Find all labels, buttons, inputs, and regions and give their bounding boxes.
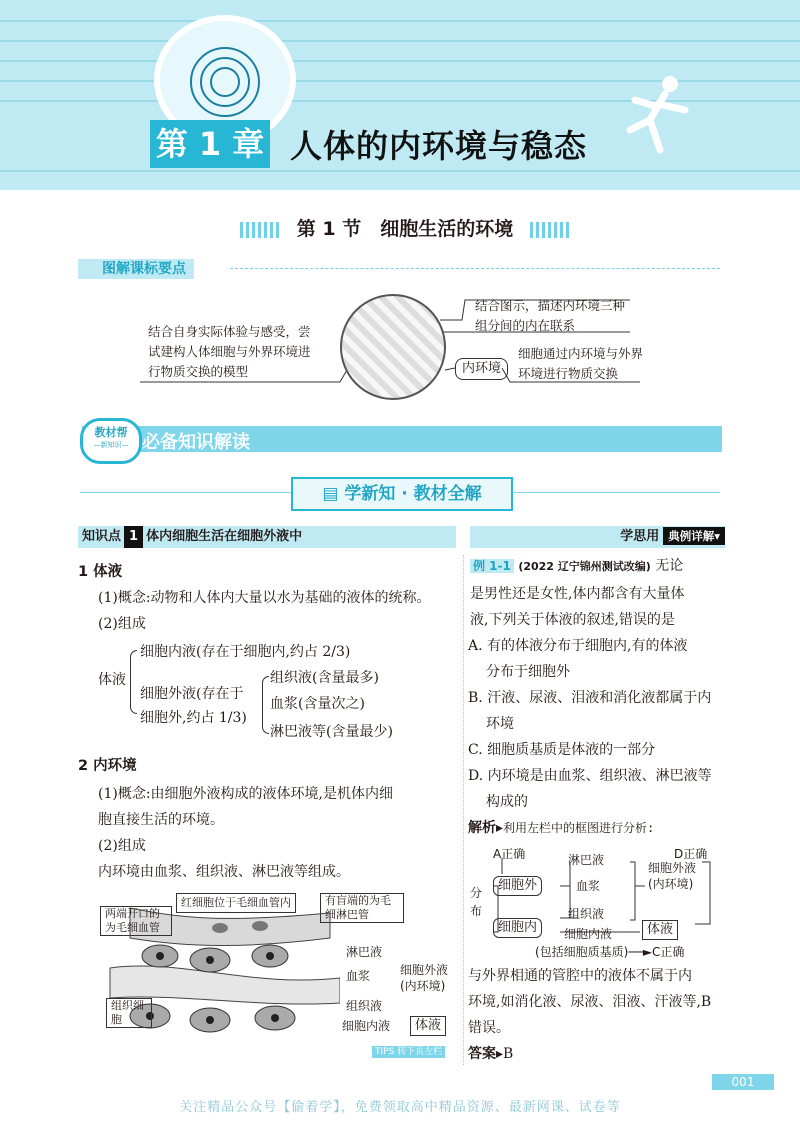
option-b-2: 环境 (486, 716, 514, 732)
chapter-banner (0, 0, 800, 190)
k1-tissue: 组织液(含量最多) (270, 670, 379, 686)
answer-label: 答案 (468, 1046, 496, 1062)
k1-composition: (2)组成 (98, 616, 146, 632)
analysis-arrow-icon: ▸ (496, 820, 504, 836)
option-d-2: 构成的 (486, 794, 528, 810)
diag-plasma: 血浆 (576, 879, 601, 893)
analysis-text: 利用左栏中的框图进行分析: (503, 821, 655, 835)
keypoints-right-bottom: 细胞通过内环境与外界环境进行物质交换 (518, 346, 644, 381)
diag-d: D正确 (674, 847, 708, 861)
answer-value: B (503, 1046, 514, 1062)
diag-inside: 细胞内 (493, 918, 542, 938)
label-lymph: 淋巴液 (346, 945, 383, 959)
chapter-label: 第 1 章 (150, 120, 270, 168)
tissue-micrograph (340, 294, 446, 400)
analysis-tail-b: 环境,如消化液、尿液、泪液、汗液等,B (468, 994, 712, 1010)
kp-prefix: 知识点 (82, 529, 122, 544)
k2-heading: 2 内环境 (78, 758, 137, 774)
k1-extra-b: 细胞外,约占 1/3) (140, 710, 247, 726)
learn-title-box (291, 477, 513, 511)
section-title-text: 第 1 节 细胞生活的环境 (296, 218, 514, 240)
kp-title: 体内细胞生活在细胞外液中 (146, 529, 303, 544)
k1-root: 体液 (98, 672, 126, 688)
k2-concept-a: (1)概念:由细胞外液构成的液体环境,是机体内细 (98, 786, 393, 802)
runner-icon (600, 70, 710, 160)
k1-extra-a: 细胞外液(存在于 (140, 686, 244, 702)
example-header (470, 526, 725, 548)
keypoints-center-box: 内环境 (455, 358, 508, 380)
k1-plasma: 血浆(含量次之) (270, 696, 365, 712)
badge-sub: —新知识— (93, 441, 129, 449)
textbook-badge (80, 418, 142, 464)
analysis-line (468, 818, 654, 838)
kp-number: 1 (124, 526, 143, 548)
label-intra: 细胞内液 (342, 1019, 391, 1033)
k2-desc: 内环境由血浆、组织液、淋巴液等组成。 (98, 864, 350, 880)
example-detail-dropdown[interactable]: 典例详解▾ (663, 527, 725, 545)
diag-fluid: 体液 (642, 920, 678, 940)
option-d-1: D. 内环境是由血浆、组织液、淋巴液等 (468, 768, 712, 784)
diag-ecf: 细胞外液(内环境) (648, 861, 697, 891)
analysis-tail-c: 错误。 (468, 1020, 510, 1036)
knowledge-point-header (78, 526, 456, 548)
answer-arrow-icon: ▸ (496, 1046, 504, 1062)
example-tag: 例 1-1 (470, 559, 514, 573)
k1-brace-main (130, 650, 137, 714)
diag-dist: 分布 (470, 886, 483, 918)
column-divider (463, 555, 464, 1065)
chapter-title: 人体的内环境与稳态 (290, 127, 588, 165)
example-stem-c: 液,下列关于体液的叙述,错误的是 (470, 612, 675, 628)
example-stem-a: 无论 (655, 558, 684, 574)
k1-concept: (1)概念:动物和人体内大量以水为基础的液体的统称。 (98, 590, 431, 606)
analysis-label: 解析 (468, 820, 496, 836)
label-cells: 组织细胞 (106, 998, 152, 1028)
k1-heading: 1 体液 (78, 564, 123, 580)
k1-brace-sub (262, 676, 269, 734)
keypoints-label: 图解课标要点 (78, 259, 194, 279)
label-plasma: 血浆 (346, 969, 371, 983)
keypoints-left-text: 结合自身实际体验与感受，尝试建构人体细胞与外界环境进行物质交换的模型 (148, 324, 311, 379)
decor-bars-left (240, 222, 280, 238)
diag-intra: 细胞内液 (564, 927, 613, 941)
diag-a: A正确 (493, 847, 526, 861)
keypoints-right-top: 结合图示，描述内环境三种组分间的内在联系 (475, 298, 626, 333)
diag-lymph: 淋巴液 (568, 853, 605, 867)
decor-bars-right (530, 222, 570, 238)
k1-lymph: 淋巴液等(含量最少) (270, 724, 393, 740)
example-first-line (470, 556, 683, 577)
label-open: 两端开口的为毛细血管 (100, 906, 172, 936)
k2-composition: (2)组成 (98, 838, 146, 854)
option-a-2: 分布于细胞外 (486, 664, 570, 680)
analysis-tail-a: 与外界相通的管腔中的液体不属于内 (468, 968, 692, 984)
diag-tissue: 组织液 (568, 907, 605, 921)
answer-line (468, 1044, 513, 1064)
keypoints-divider (230, 268, 720, 269)
diag-outside: 细胞外 (493, 876, 542, 896)
option-b-1: B. 汗液、尿液、泪液和消化液都属于内 (468, 690, 712, 706)
label-fluid: 体液 (410, 1016, 446, 1036)
label-rbc: 红细胞位于毛细血管内 (176, 893, 296, 913)
badge-main: 教材帮 (94, 426, 128, 439)
must-know-title: 必备知识解读 (142, 432, 250, 453)
label-ecf: 细胞外液(内环境) (400, 963, 449, 993)
document-icon: ▤ (322, 484, 345, 504)
label-tissue: 组织液 (346, 999, 383, 1013)
diag-c: (包括细胞质基质)──►C正确 (535, 945, 685, 959)
option-a-1: A. 有的体液分布于细胞内,有的体液 (468, 638, 688, 654)
k1-intra: 细胞内液(存在于细胞内,约占 2/3) (140, 644, 351, 660)
option-c: C. 细胞质基质是体液的一部分 (468, 742, 656, 758)
k2-concept-b: 胞直接生活的环境。 (98, 812, 224, 828)
example-header-title: 学思用 (620, 529, 660, 544)
tips-note: TIPS 转下页左栏 (372, 1046, 445, 1058)
page-number: 001 (712, 1074, 774, 1090)
section-title (230, 214, 580, 241)
learn-title: 学新知 · 教材全解 (344, 484, 482, 504)
example-stem-b: 是男性还是女性,体内都含有大量体 (470, 586, 685, 602)
example-source: (2022 辽宁锦州测试改编) (518, 560, 651, 573)
footer-note: 关注精品公众号【偷着学】，免费领取高中精品资源、最新网课、试卷等 (179, 1100, 621, 1115)
label-blind: 有盲端的为毛细淋巴管 (320, 893, 404, 923)
